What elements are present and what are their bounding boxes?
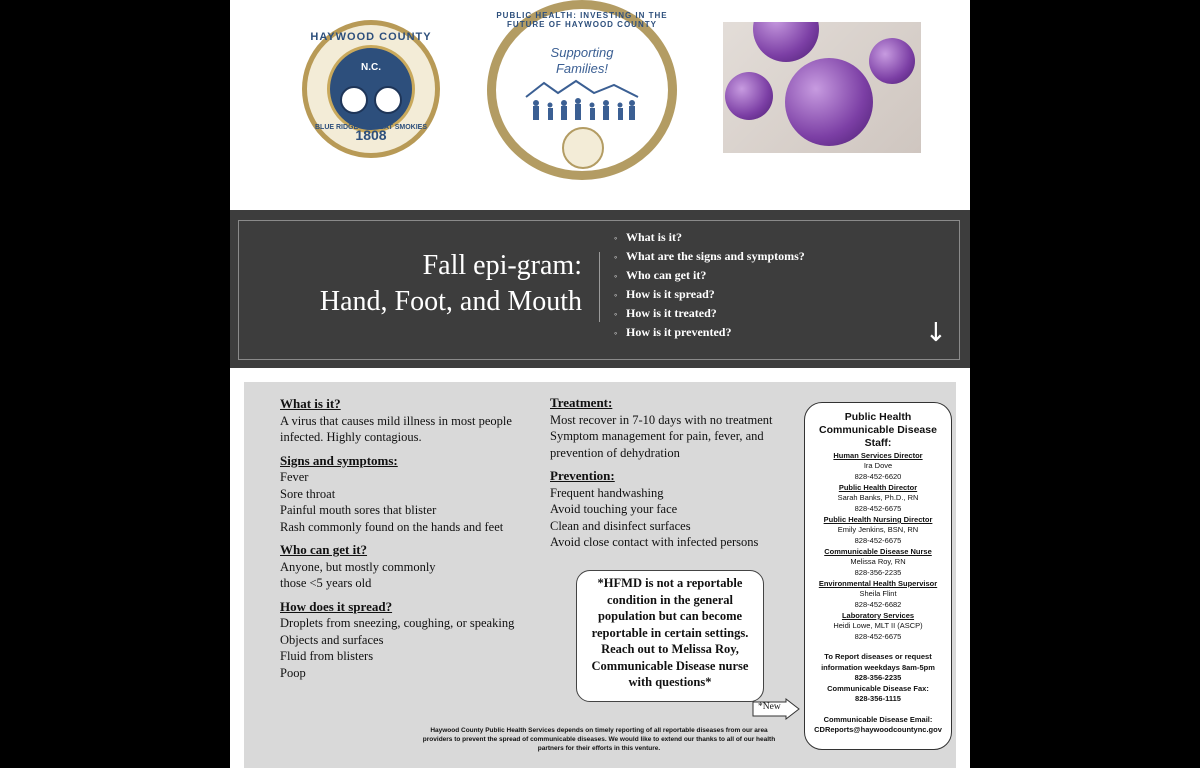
note-line: with questions*	[628, 675, 712, 689]
health-seal-slogan-line: Families!	[555, 61, 608, 76]
note-line: Communicable Disease nurse	[591, 658, 749, 673]
footer-line: Haywood County Public Health Services depends on timely reporting of all reportable diseases from our area	[430, 727, 768, 734]
bullet-icon: ◦	[614, 309, 618, 319]
signs-item: Fever	[280, 470, 309, 484]
report-line: To Report diseases or request	[824, 652, 932, 661]
prevention-heading: Prevention:	[550, 468, 615, 483]
arrow-down-icon: ↓	[925, 318, 947, 348]
topic-label: How is it spread?	[626, 287, 715, 301]
signs-item: Sore throat	[280, 486, 336, 501]
left-column	[280, 396, 514, 681]
info-section	[230, 368, 970, 768]
staff-entry	[805, 483, 951, 514]
county-seal-top-text: HAYWOOD COUNTY	[310, 31, 432, 43]
dogwood-flower-icon	[340, 86, 368, 114]
staff-name: Sheila Flint	[859, 589, 897, 598]
county-seal-nc: N.C.	[361, 62, 381, 73]
treatment-heading: Treatment:	[550, 395, 613, 410]
spread-item: Droplets from sneezing, coughing, or speaking	[280, 616, 515, 630]
who-text: Anyone, but mostly commonly	[280, 559, 436, 574]
topic-item	[614, 323, 805, 342]
treatment-text: Symptom management for pain, fever, and	[550, 429, 764, 443]
public-health-seal	[487, 0, 677, 180]
prevention-item: Frequent handwashing	[550, 485, 664, 500]
virus-particle-icon	[753, 22, 819, 62]
note-line: population but can become	[597, 609, 743, 623]
treatment-text: Most recover in 7-10 days with no treatment	[550, 412, 773, 427]
info-panel	[244, 382, 956, 768]
prevention-item: Avoid touching your face	[550, 502, 678, 516]
report-fax: 828-356-1115	[855, 694, 901, 703]
title-banner	[230, 210, 970, 368]
staff-phone: 828-452-6675	[854, 535, 902, 545]
spread-item: Poop	[280, 665, 306, 680]
new-tag	[752, 698, 800, 720]
staff-role: Public Health Nursing Director	[823, 515, 933, 524]
spread-item: Objects and surfaces	[280, 632, 384, 647]
topic-label: What is it?	[626, 230, 683, 244]
hfmd-note	[576, 570, 764, 702]
email-info	[805, 715, 951, 736]
footer-line: partners for their efforts in this venture.	[537, 745, 661, 752]
signs-heading: Signs and symptoms:	[280, 452, 398, 468]
who-text: those <5 years old	[280, 576, 372, 590]
report-phone: 828-356-2235	[854, 673, 902, 682]
staff-name: Melissa Roy, RN	[850, 557, 906, 566]
staff-title-line: Public Health	[844, 411, 912, 423]
staff-title	[805, 411, 951, 450]
topic-list	[614, 228, 805, 342]
email-address: CDReports@haywoodcountync.gov	[814, 725, 942, 734]
topic-item	[614, 285, 805, 304]
staff-name: Emily Jenkins, BSN, RN	[837, 525, 919, 534]
topic-item	[614, 266, 805, 285]
virus-illustration	[723, 22, 921, 153]
topic-label: What are the signs and symptoms?	[626, 249, 805, 263]
signs-item: Painful mouth sores that blister	[280, 503, 437, 517]
report-line: information weekdays 8am-5pm	[821, 662, 935, 672]
staff-name: Heidi Lowe, MLT II (ASCP)	[833, 621, 923, 630]
bullet-icon: ◦	[614, 290, 618, 300]
staff-entry	[805, 579, 951, 610]
banner-title-line2: Hand, Foot, and Mouth	[319, 286, 582, 317]
county-seal-year: 1808	[355, 127, 387, 143]
staff-entry	[805, 611, 951, 642]
staff-role: Human Services Director	[833, 451, 923, 460]
virus-particle-icon	[725, 72, 773, 120]
topic-item	[614, 228, 805, 247]
topic-label: How is it prevented?	[626, 325, 732, 339]
note-line: Reach out to Melissa Roy,	[601, 642, 739, 656]
bullet-icon: ◦	[614, 271, 618, 281]
county-seal-center	[327, 45, 415, 133]
topic-item	[614, 304, 805, 323]
page	[230, 0, 970, 768]
staff-phone: 828-452-6675	[854, 503, 902, 513]
report-line: Communicable Disease Fax:	[827, 683, 929, 693]
family-silhouette-icon	[522, 79, 642, 123]
staff-entry	[805, 547, 951, 578]
staff-role: Public Health Director	[838, 483, 918, 492]
staff-contact-box	[804, 402, 952, 750]
prevention-item: Clean and disinfect surfaces	[550, 518, 691, 533]
note-line: reportable in certain settings.	[591, 625, 749, 640]
county-seal-left-text: BLUE RIDGE	[315, 124, 359, 131]
dogwood-flower-icon	[374, 86, 402, 114]
bullet-icon: ◦	[614, 328, 618, 338]
footer-note	[404, 726, 794, 753]
staff-phone: 828-452-6620	[854, 471, 902, 481]
staff-entry	[805, 451, 951, 482]
what-text: A virus that causes mild illness in most people	[280, 413, 512, 428]
topic-label: Who can get it?	[626, 268, 707, 282]
county-seal-right-text: GREAT SMOKIES	[368, 124, 427, 131]
staff-name: Sarah Banks, Ph.D., RN	[837, 493, 919, 502]
what-text: infected. Highly contagious.	[280, 430, 422, 444]
mini-county-seal-icon	[562, 127, 604, 169]
staff-phone: 828-356-2235	[854, 567, 902, 577]
staff-role: Communicable Disease Nurse	[824, 547, 932, 556]
report-info	[805, 652, 951, 705]
treatment-text: prevention of dehydration	[550, 445, 680, 460]
footer-line: providers to prevent the spread of communicable diseases. We would like to extend our thanks to all of our health	[422, 736, 776, 743]
middle-column	[550, 395, 773, 551]
email-label: Communicable Disease Email:	[823, 714, 933, 724]
banner-divider	[599, 252, 600, 322]
health-seal-slogan-line: Supporting	[550, 45, 614, 60]
topic-item	[614, 247, 805, 266]
health-seal-ring-text: PUBLIC HEALTH: INVESTING IN THE FUTURE OF HAYWOOD COUNTY	[496, 11, 668, 29]
bullet-icon: ◦	[614, 252, 618, 262]
haywood-county-seal	[302, 20, 440, 158]
who-heading: Who can get it?	[280, 542, 368, 557]
virus-particle-icon	[869, 38, 915, 84]
banner-title-line1: Fall epi-gram:	[422, 250, 582, 281]
what-heading: What is it?	[280, 396, 341, 411]
staff-phone: 828-452-6675	[854, 631, 902, 641]
topic-label: How is it treated?	[626, 306, 717, 320]
health-seal-slogan	[516, 45, 648, 77]
prevention-item: Avoid close contact with infected persons	[550, 535, 759, 549]
staff-role: Environmental Health Supervisor	[818, 579, 938, 588]
virus-particle-icon	[785, 58, 873, 146]
logo-header	[230, 0, 970, 210]
new-tag-label: *New	[758, 702, 781, 712]
staff-title-line: Communicable Disease	[819, 424, 937, 436]
staff-phone: 828-452-6682	[854, 599, 902, 609]
signs-item: Rash commonly found on the hands and feet	[280, 519, 504, 534]
note-line: condition in the general	[606, 592, 734, 607]
note-line: *HFMD is not a reportable	[597, 576, 743, 590]
staff-role: Laboratory Services	[841, 611, 915, 620]
spread-heading: How does it spread?	[280, 598, 393, 614]
spread-item: Fluid from blisters	[280, 649, 374, 663]
staff-title-line: Staff:	[864, 437, 892, 449]
staff-entry	[805, 515, 951, 546]
staff-name: Ira Dove	[863, 461, 893, 470]
bullet-icon: ◦	[614, 233, 618, 243]
